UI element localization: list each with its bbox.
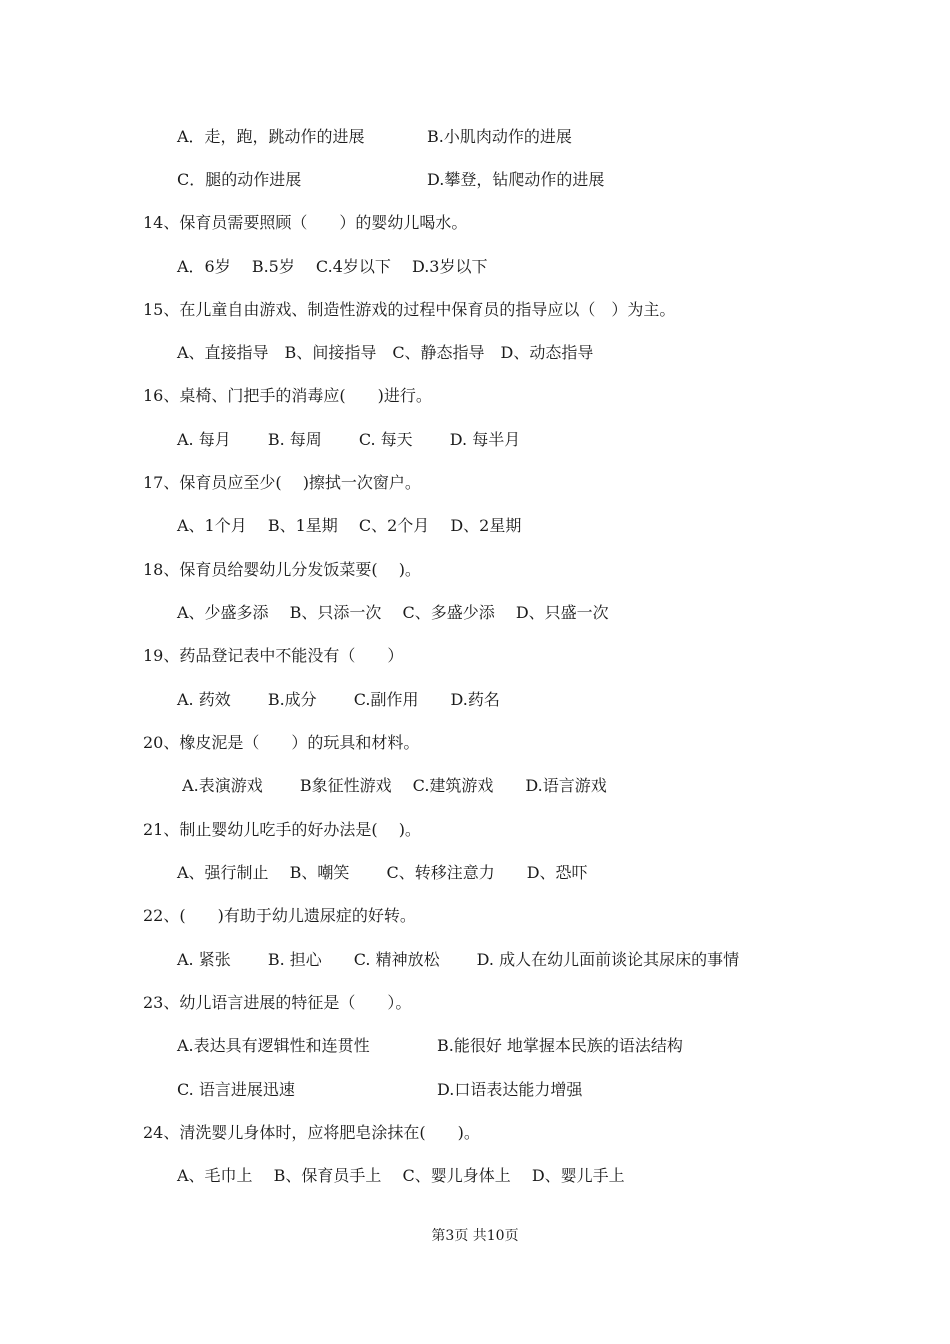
q20-options: A.表演游戏 B象征性游戏 C.建筑游戏 D.语言游戏 <box>177 776 607 795</box>
q23-option-c: C. 语言进展迅速 <box>177 1080 295 1099</box>
q22-stem: 22、( )有助于幼儿遗尿症的好转。 <box>143 906 416 925</box>
q24-stem: 24、清洗婴儿身体时，应将肥皂涂抹在( )。 <box>143 1123 480 1142</box>
q14-stem: 14、保育员需要照顾（ ）的婴幼儿喝水。 <box>143 213 468 232</box>
q13-option-d: D.攀登，钻爬动作的进展 <box>427 170 605 189</box>
q23-option-d: D.口语表达能力增强 <box>437 1080 583 1099</box>
q20-stem: 20、橡皮泥是（ ）的玩具和材料。 <box>143 733 420 752</box>
q18-options: A、少盛多添 B、只添一次 C、多盛少添 D、只盛一次 <box>177 603 609 622</box>
q21-options: A、强行制止 B、嘲笑 C、转移注意力 D、恐吓 <box>177 863 588 882</box>
q23-stem: 23、幼儿语言进展的特征是（ ）。 <box>143 993 412 1012</box>
q19-stem: 19、药品登记表中不能没有（ ） <box>143 646 404 665</box>
q13-option-c: C．腿的动作进展 <box>177 170 302 189</box>
q14-options: A．6岁 B.5岁 C.4岁以下 D.3岁以下 <box>177 257 488 276</box>
q18-stem: 18、保育员给婴幼儿分发饭菜要( )。 <box>143 560 421 579</box>
q17-options: A、1个月 B、1星期 C、2个月 D、2星期 <box>177 516 522 535</box>
q17-stem: 17、保育员应至少( )擦拭一次窗户。 <box>143 473 421 492</box>
q21-stem: 21、制止婴幼儿吃手的好办法是( )。 <box>143 820 421 839</box>
q22-options: A. 紧张 B. 担心 C. 精神放松 D. 成人在幼儿面前谈论其尿床的事情 <box>177 950 740 969</box>
q24-options: A、毛巾上 B、保育员手上 C、婴儿身体上 D、婴儿手上 <box>177 1166 625 1185</box>
q15-options: A、直接指导 B、间接指导 C、静态指导 D、动态指导 <box>177 343 594 362</box>
q13-option-a: A．走，跑，跳动作的进展 <box>177 127 365 146</box>
page-footer: 第3页 共10页 <box>431 1228 519 1244</box>
q13-option-b: B.小肌肉动作的进展 <box>427 127 572 146</box>
q15-stem: 15、在儿童自由游戏、制造性游戏的过程中保育员的指导应以（ ）为主。 <box>143 300 676 319</box>
q16-options: A. 每月 B. 每周 C. 每天 D. 每半月 <box>177 430 521 449</box>
q16-stem: 16、桌椅、门把手的消毒应( )进行。 <box>143 386 432 405</box>
q19-options: A. 药效 B.成分 C.副作用 D.药名 <box>177 690 500 709</box>
q23-option-b: B.能很好 地掌握本民族的语法结构 <box>437 1036 683 1055</box>
q23-option-a: A.表达具有逻辑性和连贯性 <box>177 1036 370 1055</box>
